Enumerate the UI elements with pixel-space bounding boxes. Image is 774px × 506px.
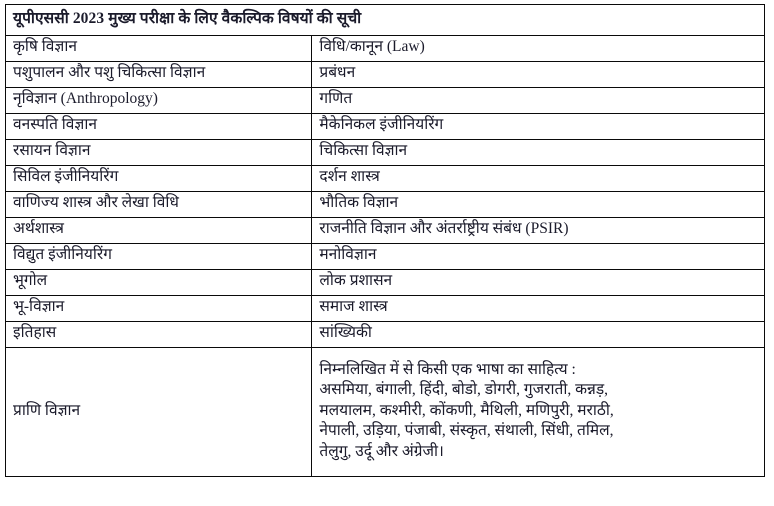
table-row <box>6 140 765 166</box>
subject-cell-left: अर्थशास्त्र <box>6 218 312 244</box>
subject-cell-right: मनोविज्ञान <box>312 244 765 270</box>
subject-cell-left: वनस्पति विज्ञान <box>6 114 312 140</box>
subject-cell-right: भौतिक विज्ञान <box>312 192 765 218</box>
table-row-literature <box>6 348 765 477</box>
table-row <box>6 62 765 88</box>
subject-cell-left: रसायन विज्ञान <box>6 140 312 166</box>
subject-cell-right: मैकेनिकल इंजीनियरिंग <box>312 114 765 140</box>
literature-intro-line: निम्नलिखित में से किसी एक भाषा का साहित्य : <box>319 360 576 378</box>
table-row <box>6 88 765 114</box>
subject-cell-right: गणित <box>312 88 765 114</box>
subject-cell-left: पशुपालन और पशु चिकित्सा विज्ञान <box>6 62 312 88</box>
table-row <box>6 36 765 62</box>
subject-cell-right: चिकित्सा विज्ञान <box>312 140 765 166</box>
table-header-row <box>6 5 765 36</box>
page-title: यूपीएससी 2023 मुख्य परीक्षा के लिए वैकल्पिक विषयों की सूची <box>6 5 765 36</box>
table-row <box>6 244 765 270</box>
table-row <box>6 114 765 140</box>
literature-language-list <box>312 348 765 477</box>
table-row <box>6 192 765 218</box>
subject-cell-left: इतिहास <box>6 322 312 348</box>
literature-language-line: असमिया, बंगाली, हिंदी, बोडो, डोगरी, गुजराती, कन्नड़, <box>319 381 609 399</box>
table-row <box>6 296 765 322</box>
literature-language-line: मलयालम, कश्मीरी, कोंकणी, मैथिली, मणिपुरी, मराठी, <box>319 401 614 419</box>
table-row <box>6 218 765 244</box>
subject-cell-right: समाज शास्त्र <box>312 296 765 322</box>
table-row <box>6 322 765 348</box>
subject-cell-right: प्रबंधन <box>312 62 765 88</box>
literature-language-line: नेपाली, उड़िया, पंजाबी, संस्कृत, संथाली, सिंधी, तमिल, <box>319 422 614 440</box>
table-row <box>6 270 765 296</box>
subject-cell-right: राजनीति विज्ञान और अंतर्राष्ट्रीय संबंध (PSIR) <box>312 218 765 244</box>
table-body <box>6 5 765 477</box>
subject-cell-left: सिविल इंजीनियरिंग <box>6 166 312 192</box>
subject-cell-left: वाणिज्य शास्त्र और लेखा विधि <box>6 192 312 218</box>
subject-cell-left: भू-विज्ञान <box>6 296 312 322</box>
subject-cell-left: विद्युत इंजीनियरिंग <box>6 244 312 270</box>
subject-cell-left: भूगोल <box>6 270 312 296</box>
subject-cell-right: सांख्यिकी <box>312 322 765 348</box>
subject-cell-left: कृषि विज्ञान <box>6 36 312 62</box>
literature-language-line: तेलुगु, उर्दू और अंग्रेजी। <box>319 442 444 460</box>
optional-subjects-table <box>5 4 765 477</box>
subject-cell-right: दर्शन शास्त्र <box>312 166 765 192</box>
subject-cell-right: विधि/कानून (Law) <box>312 36 765 62</box>
subject-cell-left: प्राणि विज्ञान <box>6 348 312 477</box>
subject-cell-left: नृविज्ञान (Anthropology) <box>6 88 312 114</box>
subject-cell-right: लोक प्रशासन <box>312 270 765 296</box>
table-row <box>6 166 765 192</box>
